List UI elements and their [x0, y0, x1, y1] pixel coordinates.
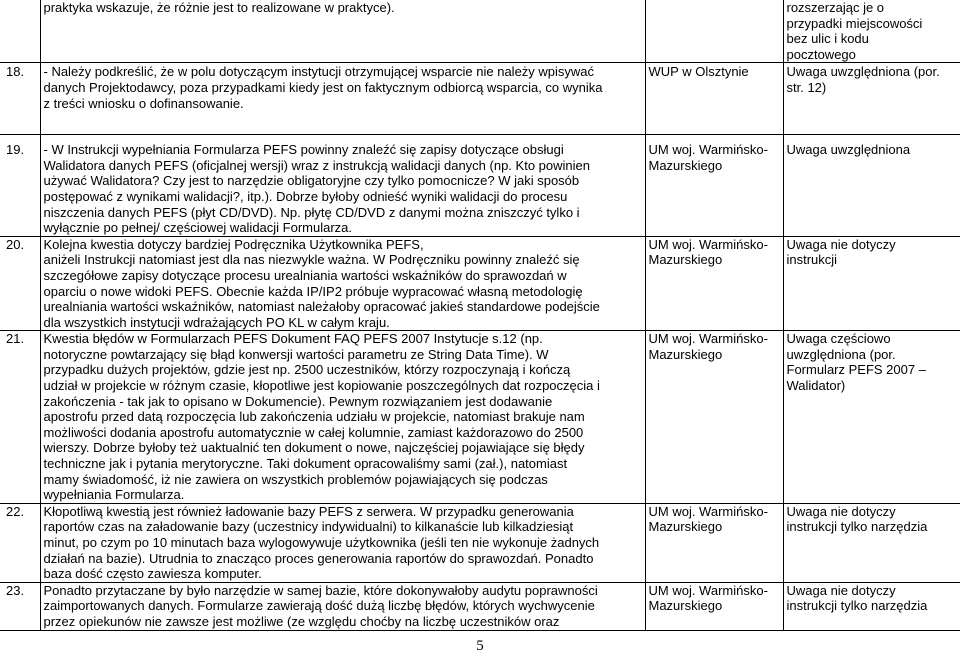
comment-text-line: wierszy. Dobrze byłoby też uaktualnić ten dokument o nowe, najczęściej pojawiające się błędy: [43, 440, 585, 456]
submitter-line: Mazurskiego: [648, 252, 723, 268]
submitter-line: UM woj. Warmińsko-: [648, 582, 768, 598]
table-row: [0, 582, 960, 630]
table-row: [0, 503, 960, 582]
comment-text-line: szczegółowe zapisy dotyczące procesu urealniania wartości wskaźników do sprawozdań w: [43, 267, 567, 283]
row-number: [0, 0, 40, 63]
comment-text-line: z treści wniosku o dofinansowanie.: [43, 95, 244, 111]
comment-text-line: działań na bazie). Utrudnia to znacząco proces generowania raportów do sprawozdań. Ponadto: [43, 550, 594, 566]
resolution-line: Uwaga uwzględniona: [786, 142, 911, 158]
resolution-line: bez ulic i kodu: [786, 31, 869, 47]
comment-text: [40, 135, 645, 237]
comment-text-line: notoryczne powtarzający się błąd konwersji wartości parametru ze String Data Time). W: [43, 346, 549, 362]
resolution-line: instrukcji tylko narzędzia: [786, 519, 928, 535]
comment-text-line: przez opiekunów nie zawsze jest możliwe (ze względu choćby na liczbę uczestników oraz: [43, 613, 560, 629]
table-row: [0, 331, 960, 504]
resolution: [783, 503, 960, 582]
submitter-line: Mazurskiego: [648, 157, 723, 173]
comment-text-line: udział w projekcie w różnym czasie, kłopotliwe jest kopiowanie poszczególnych dat rozpoczęcia i: [43, 378, 600, 394]
submitter-line: UM woj. Warmińsko-: [648, 142, 768, 158]
comment-text-line: aniżeli Instrukcji natomiast jest dla nas niezwykle ważna. W Podręczniku powinny znaleźć się: [43, 252, 580, 268]
comment-text: [40, 0, 645, 63]
submitter-line: UM woj. Warmińsko-: [648, 236, 768, 252]
table-row: [0, 0, 960, 63]
submitter-line: UM woj. Warmińsko-: [648, 503, 768, 519]
comment-text-line: postępować z wynikami walidacji?, itp.). Dobrze byłoby odnieść wyniki walidacji do procesu: [43, 188, 568, 204]
comment-text-line: - Należy podkreślić, że w polu dotyczącym instytucji otrzymującej wsparcie nie należy wpisywać: [43, 64, 595, 80]
comment-text: [40, 582, 645, 630]
comment-text-line: używać Walidatora? Czy jest to narzędzie obligatoryjne czy tylko pomocnicze? W jaki sposób: [43, 173, 580, 189]
comment-text: [40, 236, 645, 331]
comment-text-line: wypełniania Formularza.: [43, 487, 185, 503]
submitter: [645, 331, 783, 504]
resolution: [783, 63, 960, 135]
resolution: [783, 331, 960, 504]
row-number: 21.: [0, 331, 40, 504]
resolution-line: instrukcji tylko narzędzia: [786, 598, 928, 614]
comment-text-line: baza dość często zawiesza komputer.: [43, 566, 262, 582]
resolution: [783, 582, 960, 630]
row-number: 22.: [0, 503, 40, 582]
comment-text-line: minut, po czym po 10 minutach baza wylogowywuje użytkownika (jeśli ten nie wykonuje żadnych: [43, 535, 600, 550]
submitter-line: Mazurskiego: [648, 519, 723, 535]
comment-text-line: możliwości dodania apostrofu automatycznie w całej kolumnie, zamiast każdorazowo do 2500: [43, 424, 584, 440]
comment-text-line: oparciu o nowe widoki PEFS. Obecnie każda IP/IP2 próbuje wypracować własną metodologię: [43, 283, 583, 299]
row-number: 19.: [0, 135, 40, 237]
resolution-line: Walidator): [786, 378, 846, 394]
comment-text-line: mamy świadomość, iż nie zawiera on wszystkich problemów pojawiających się podczas: [43, 471, 548, 487]
resolution-line: instrukcji: [786, 252, 838, 268]
submitter: [645, 503, 783, 582]
comment-text-line: wyłącznie po pełnej/ częściowej walidacji Formularza.: [43, 220, 353, 236]
resolution-line: Formularz PEFS 2007 –: [786, 362, 926, 378]
submitter: [645, 0, 783, 63]
row-number: 23.: [0, 582, 40, 630]
resolution-line: str. 12): [786, 79, 827, 95]
comment-text-line: apostrofu przed datą rozpoczęcia lub zakończenia udziału w projekcie, natomiast brakuje nam: [43, 409, 585, 425]
resolution: [783, 0, 960, 63]
submitter: [645, 236, 783, 331]
resolution: [783, 236, 960, 331]
resolution-line: Uwaga nie dotyczy: [786, 503, 896, 519]
comment-text-line: zaimportowanych danych. Formularze zawierają dość dużą liczbę błędów, których wychwycenie: [43, 598, 595, 614]
resolution-line: Uwaga uwzględniona (por.: [786, 64, 940, 80]
resolution-line: rozszerzając je o: [786, 0, 885, 15]
submitter: [645, 63, 783, 135]
resolution-line: Uwaga nie dotyczy: [786, 236, 896, 252]
submitter-line: WUP w Olsztynie: [648, 64, 749, 80]
submitter-line: UM woj. Warmińsko-: [648, 331, 768, 347]
comment-text: [40, 331, 645, 504]
table-row: [0, 135, 960, 237]
comment-text-line: dla wszystkich instytucji wdrażających PO KL w całym kraju.: [43, 314, 390, 330]
comment-text-line: - W Instrukcji wypełniania Formularza PEFS powinny znaleźć się zapisy dotyczące obsługi: [43, 142, 564, 158]
row-number: 20.: [0, 236, 40, 331]
comment-text-line: techniczne jak i pytania merytoryczne. Taki dokument opracowaliśmy sami (zał.), natomiast: [43, 456, 568, 472]
comment-text-line: raportów czas na załadowanie bazy (uczestnicy indywidualni) to kilkanaście lub kilkadziesiąt: [43, 519, 574, 535]
submitter-line: Mazurskiego: [648, 598, 723, 614]
page-number: 5: [476, 638, 484, 654]
comment-text-line: Walidatora danych PEFS (oficjalnej wersji) wraz z instrukcją walidacji danych (np. Kto powinien: [43, 157, 590, 173]
comment-text-line: Kłopotliwą kwestią jest również ładowanie bazy PEFS z serwera. W przypadku generowania: [43, 503, 574, 519]
resolution-line: pocztowego: [786, 46, 856, 62]
comment-text-line: Kwestia błędów w Formularzach PEFS Dokument FAQ PEFS 2007 Instytucje s.12 (np.: [43, 331, 543, 347]
resolution-line: przypadki miejscowości: [786, 15, 923, 31]
resolution-line: uwzględniona (por.: [786, 346, 896, 362]
comment-text-line: Kolejna kwestia dotyczy bardziej Podręcznika Użytkownika PEFS,: [43, 236, 424, 252]
comment-text: [40, 503, 645, 582]
comment-text-line: zakończenia - tak jak to opisano w Dokumencie). Pewnym rozwiązaniem jest dodawanie: [43, 393, 553, 409]
resolution: [783, 135, 960, 237]
table-row: [0, 63, 960, 135]
comment-text-line: Ponadto przytaczane by było narzędzie w samej bazie, które dokonywałoby audytu poprawności: [43, 582, 598, 598]
comment-text-line: niszczenia danych PEFS (płyt CD/DVD). Np. płytę CD/DVD z danymi można zniszczyć tylko i: [43, 204, 580, 220]
comment-text-line: praktyka wskazuje, że różnie jest to realizowane w praktyce).: [43, 0, 395, 15]
resolution-line: Uwaga częściowo: [786, 331, 891, 347]
resolution-line: Uwaga nie dotyczy: [786, 582, 896, 598]
table-row: [0, 236, 960, 331]
row-number: 18.: [0, 63, 40, 135]
submitter: [645, 135, 783, 237]
submitter-line: Mazurskiego: [648, 346, 723, 362]
comment-text-line: przypadku dużych projektów, gdzie jest np. 2500 uczestników, którzy rozpoczynają i kończą: [43, 362, 571, 378]
comment-text-line: urealniania wartości wskaźników, natomiast należałoby opracować jakieś standardowe podejście: [43, 299, 600, 315]
submitter: [645, 582, 783, 630]
comment-text: [40, 63, 645, 135]
comment-text-line: danych Projektodawcy, poza przypadkami kiedy jest on faktycznym odbiorcą wsparcia, co wynika: [43, 79, 603, 95]
